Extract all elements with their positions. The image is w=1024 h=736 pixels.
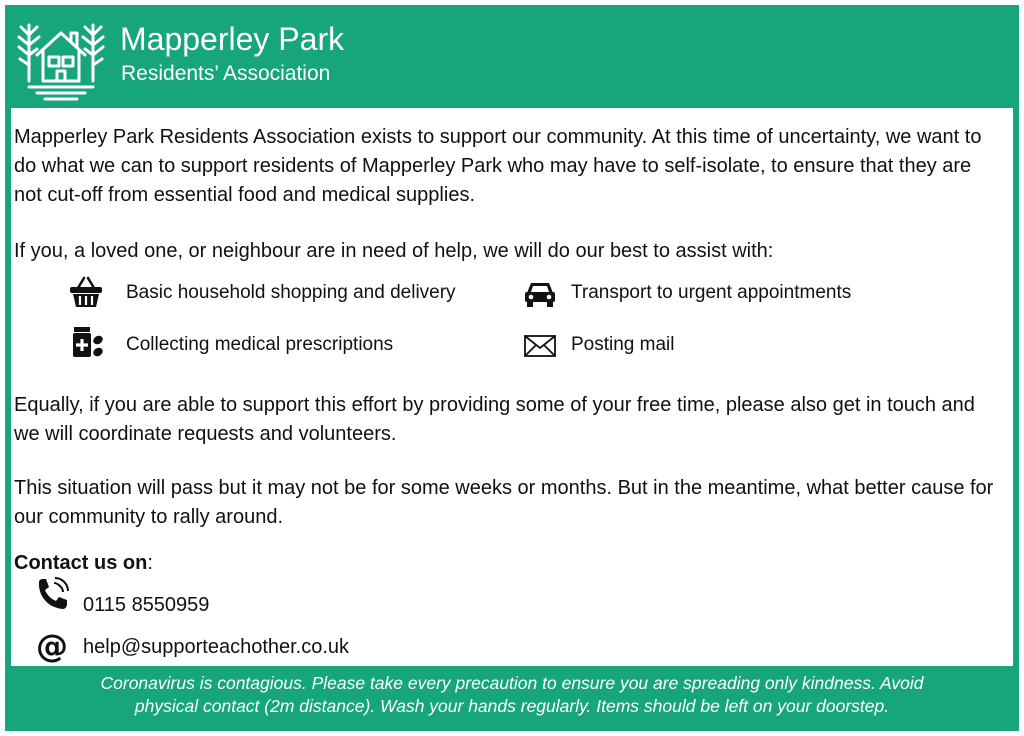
service-mail: Posting mail <box>571 334 675 355</box>
help-paragraph: If you, a loved one, or neighbour are in need of help, we will do our best to assist with: <box>14 240 774 262</box>
car-icon <box>523 277 557 311</box>
service-shopping: Basic household shopping and delivery <box>126 282 456 303</box>
situation-paragraph: This situation will pass but it may not be for some weeks or months. But in the meantime, what better cause for our community to rally around. <box>14 477 994 528</box>
medicine-icon <box>71 325 105 359</box>
envelope-icon <box>523 329 557 363</box>
service-prescriptions: Collecting medical prescriptions <box>126 334 394 355</box>
svg-text:@: @ <box>36 629 68 663</box>
phone-icon <box>35 577 69 611</box>
footer-line-2: physical contact (2m distance). Wash your hands regularly. Items should be left on your doorstep. <box>134 696 890 716</box>
contact-email[interactable]: help@supporteachother.co.uk <box>83 636 350 658</box>
contact-phone[interactable]: 0115 8550959 <box>83 594 210 616</box>
house-trees-logo-icon <box>15 15 107 103</box>
flyer <box>5 5 1019 731</box>
at-sign-icon <box>35 629 69 663</box>
header-banner <box>11 11 1013 108</box>
contact-heading-colon: : <box>147 552 153 574</box>
page-title: Mapperley Park <box>120 21 345 57</box>
contact-heading-label: Contact us on <box>14 552 148 574</box>
service-transport: Transport to urgent appointments <box>571 282 852 303</box>
intro-paragraph: Mapperley Park Residents Association exists to support our community. At this time of uncertainty, we want to do what we can to support residents of Mapperley Park who may have to self-isolate, to ensure that they are not cut-off from essential food and medical supplies. <box>14 126 982 206</box>
shopping-basket-icon <box>69 275 103 309</box>
contact-heading <box>14 550 153 576</box>
footer-line-1: Coronavirus is contagious. Please take every precaution to ensure you are spreading only kindness. Avoid <box>100 673 924 693</box>
volunteer-paragraph: Equally, if you are able to support this effort by providing some of your free time, please also get in touch and we will coordinate requests and volunteers. <box>14 394 975 445</box>
footer-banner <box>11 666 1013 725</box>
page-subtitle: Residents’ Association <box>121 62 331 85</box>
